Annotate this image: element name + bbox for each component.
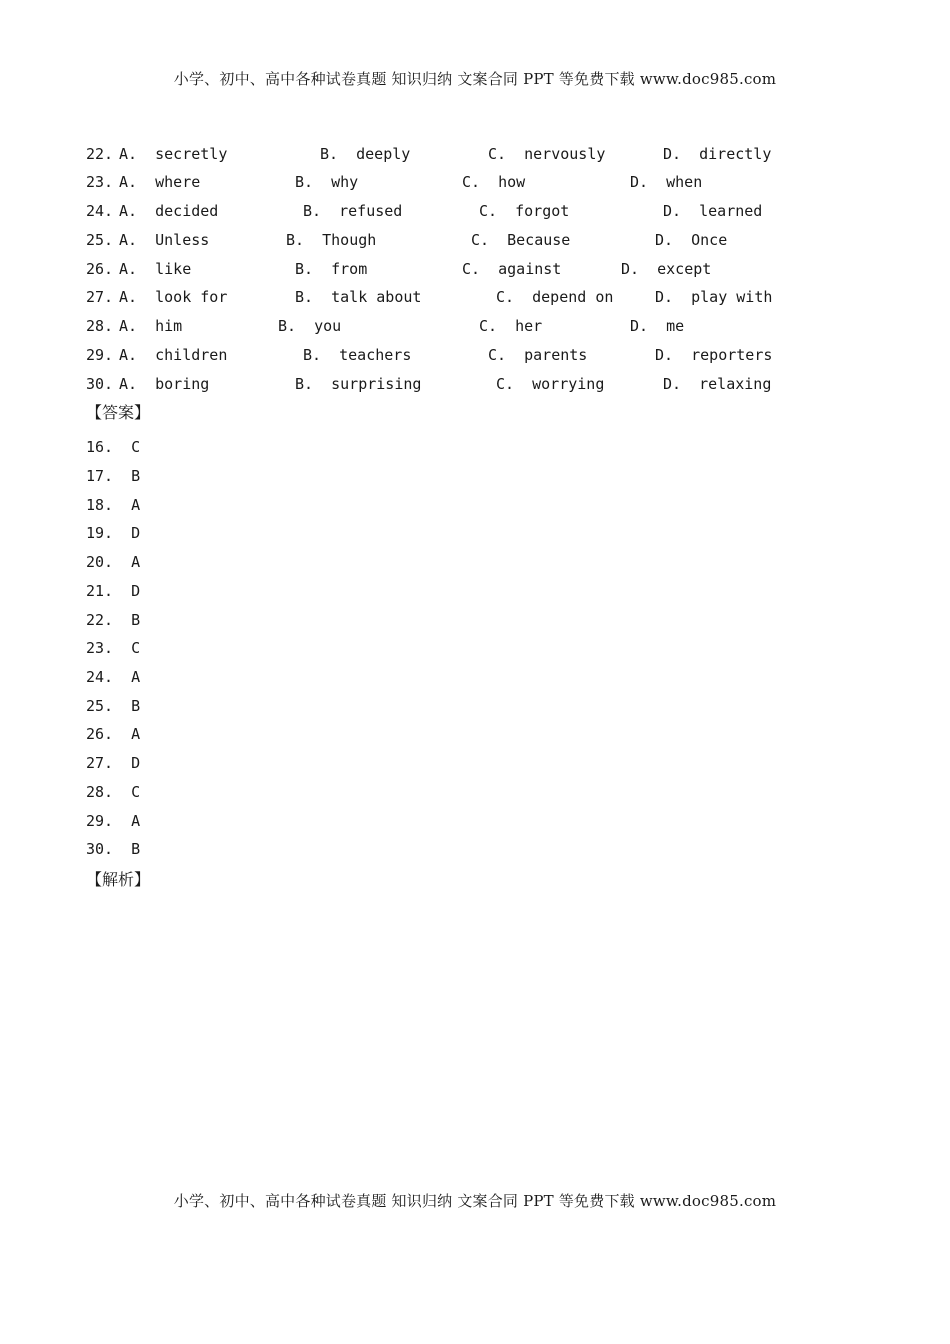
question-row [0, 374, 772, 394]
option-a: A. children [119, 346, 228, 364]
option-c: C. Because [471, 231, 571, 249]
option-a: A. secretly [119, 145, 228, 163]
question-row [0, 230, 728, 250]
option-b: B. teachers [303, 346, 412, 364]
option-b: B. surprising [295, 375, 422, 393]
option-b: B. deeply [320, 145, 411, 163]
option-d: D. me [630, 317, 685, 335]
question-row [0, 172, 703, 192]
option-b: B. refused [303, 202, 403, 220]
option-a: A. him [119, 317, 183, 335]
option-d: D. play with [655, 288, 773, 306]
option-d: D. except [621, 260, 712, 278]
question-number: 25. [86, 231, 114, 249]
answer-item: 25. B [86, 697, 141, 715]
analysis-heading: 【解析】 [86, 870, 151, 889]
option-c: C. nervously [488, 145, 606, 163]
answer-item: 16. C [86, 438, 141, 456]
question-number: 24. [86, 202, 114, 220]
answer-item: 28. C [86, 783, 141, 801]
option-d: D. relaxing [663, 375, 772, 393]
answer-item: 18. A [86, 496, 141, 514]
answer-item: 30. B [86, 840, 141, 858]
answer-item: 23. C [86, 639, 141, 657]
option-c: C. parents [488, 346, 588, 364]
option-b: B. Though [286, 231, 377, 249]
question-number: 30. [86, 375, 114, 393]
page-header: 小学、初中、高中各种试卷真题 知识归纳 文案合同 PPT 等免费下载 www.doc985.com [173, 70, 777, 88]
question-number: 27. [86, 288, 114, 306]
option-b: B. talk about [295, 288, 422, 306]
answer-item: 26. A [86, 725, 141, 743]
page-footer: 小学、初中、高中各种试卷真题 知识归纳 文案合同 PPT 等免费下载 www.doc985.com [173, 1192, 777, 1210]
answer-item: 22. B [86, 611, 141, 629]
option-a: A. like [119, 260, 192, 278]
option-b: B. why [295, 173, 359, 191]
option-a: A. boring [119, 375, 210, 393]
answer-item: 21. D [86, 582, 141, 600]
answer-item: 24. A [86, 668, 141, 686]
option-a: A. Unless [119, 231, 210, 249]
option-c: C. her [479, 317, 543, 335]
question-row [0, 259, 712, 279]
option-c: C. forgot [479, 202, 570, 220]
option-c: C. against [462, 260, 562, 278]
question-row [0, 144, 772, 164]
option-d: D. reporters [655, 346, 773, 364]
question-row [0, 345, 773, 365]
question-row [0, 287, 773, 307]
question-number: 22. [86, 145, 114, 163]
answer-item: 17. B [86, 467, 141, 485]
option-c: C. worrying [496, 375, 605, 393]
option-b: B. from [295, 260, 368, 278]
question-number: 29. [86, 346, 114, 364]
option-c: C. depend on [496, 288, 614, 306]
option-c: C. how [462, 173, 526, 191]
option-d: D. learned [663, 202, 763, 220]
option-d: D. Once [655, 231, 728, 249]
option-b: B. you [278, 317, 342, 335]
question-row [0, 316, 685, 336]
question-row [0, 201, 763, 221]
question-number: 23. [86, 173, 114, 191]
answer-heading: 【答案】 [86, 403, 151, 422]
answer-item: 29. A [86, 812, 141, 830]
question-number: 28. [86, 317, 114, 335]
option-a: A. look for [119, 288, 228, 306]
answer-item: 20. A [86, 553, 141, 571]
question-number: 26. [86, 260, 114, 278]
option-d: D. when [630, 173, 703, 191]
answer-item: 19. D [86, 524, 141, 542]
option-d: D. directly [663, 145, 772, 163]
answer-item: 27. D [86, 754, 141, 772]
option-a: A. decided [119, 202, 219, 220]
option-a: A. where [119, 173, 201, 191]
